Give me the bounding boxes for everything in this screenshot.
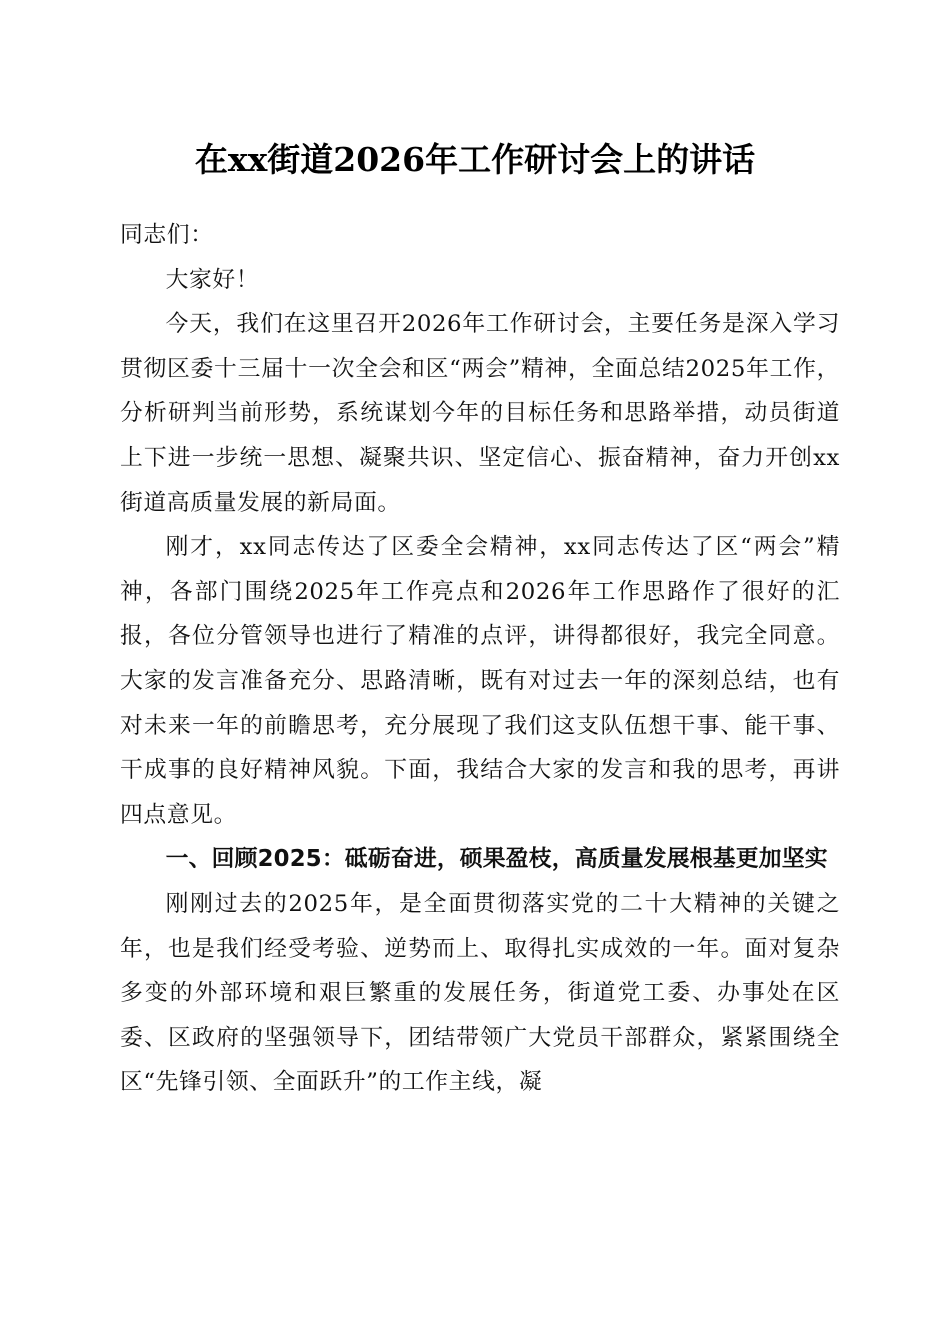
salutation: 同志们： <box>120 222 214 248</box>
greeting: 大家好！ <box>165 266 260 293</box>
paragraph-reports: 刚才，xx同志传达了区委全会精神，xx同志传达了区“两会”精神，各部门围绕2025年工作亮点和2026年工作思路作了很好的汇报，各位分管领导也进行了精准的点评，讲得都很好，我完全同意。大家的发言准备充分、思路清晰，既有对过去一年的深刻总结，也有对未来一年的前瞻思考，充分展现了我们这支队伍想干事、能干事、干成事的良好精神风貌。下面，我结合大家的发言和我的思考，再讲四点意见。 <box>120 534 840 828</box>
section-heading-1: 一、回顾2025：砥砺奋进，硕果盈枝，高质量发展根基更加坚实 <box>165 846 828 873</box>
document-title: 在xx街道2026年工作研讨会上的讲话 <box>194 140 756 179</box>
paragraph-opening: 今天，我们在这里召开2026年工作研讨会，主要任务是深入学习贯彻区委十三届十一次全会和区“两会”精神，全面总结2025年工作，分析研判当前形势，系统谋划今年的目标任务和思路举措，动员街道上下进一步统一思想、凝聚共识、坚定信心、振奋精神，奋力开创xx街道高质量发展的新局面。 <box>120 311 840 516</box>
document-body <box>120 213 840 1105</box>
paragraph-review-2025: 刚刚过去的2025年，是全面贯彻落实党的二十大精神的关键之年，也是我们经受考验、逆势而上、取得扎实成效的一年。面对复杂多变的外部环境和艰巨繁重的发展任务，街道党工委、办事处在区委、区政府的坚强领导下，团结带领广大党员干部群众，紧紧围绕全区“先锋引领、全面跃升”的工作主线，凝 <box>120 890 840 1096</box>
